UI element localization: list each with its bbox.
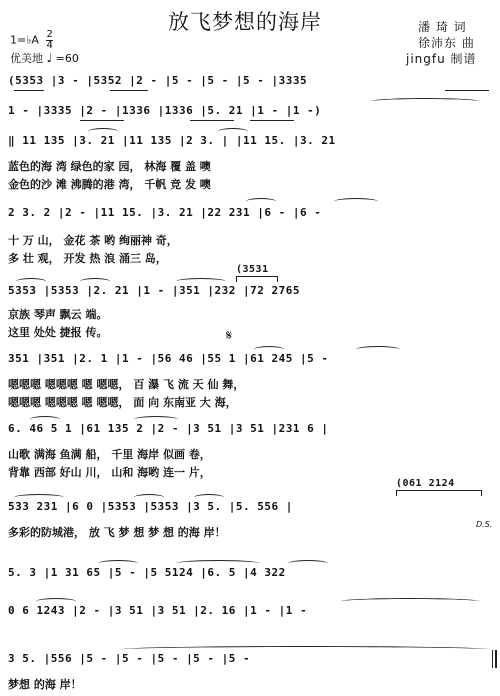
slur-arc xyxy=(218,128,248,135)
final-barline xyxy=(495,650,497,668)
ds-marking: D.S. xyxy=(476,520,493,529)
score-line-11: 3 5. |556 |5 - |5 - |5 - |5 - |5 - xyxy=(8,652,251,665)
time-sig-top: 2 xyxy=(46,29,53,40)
tie-arc xyxy=(370,98,480,105)
score-line-6: 351 |351 |2. 1 |1 - |56 46 |55 1 |61 245 |5 - xyxy=(8,352,329,365)
key-label: 1=♭A xyxy=(10,33,39,47)
lyric-line: 梦想 的海 岸！ xyxy=(8,678,82,691)
quarter-note-icon: ♩ xyxy=(46,51,53,65)
lyric-verse-1: 蓝色的海 湾 绿色的家 园， 林海 覆 盖 噢 xyxy=(8,160,211,173)
slur-arc xyxy=(98,560,138,567)
slur-arc xyxy=(134,416,178,423)
slur-arc xyxy=(134,494,164,501)
lyric-verse-2: 背靠 西部 好山 川， 山和 海哟 连一 片， xyxy=(8,466,211,479)
slur-arc xyxy=(88,128,118,135)
tie-arc xyxy=(340,598,480,605)
beam-line xyxy=(250,120,294,121)
lyric-verse-1: 十 万 山， 金花 茶 哟 绚丽神 奇， xyxy=(8,234,178,247)
composer-credit: 徐沛东 曲 xyxy=(418,36,475,50)
beam-line xyxy=(14,90,44,91)
beam-line xyxy=(110,90,148,91)
slur-arc xyxy=(356,346,400,353)
beam-line xyxy=(80,120,124,121)
tempo-marking xyxy=(10,50,79,66)
slur-arc xyxy=(14,494,64,501)
beam-line xyxy=(190,120,234,121)
bracket xyxy=(396,490,482,496)
slur-arc xyxy=(80,278,110,285)
slur-arc xyxy=(254,346,284,353)
lyric-verse-2: 这里 处处 捷报 传。 xyxy=(8,326,108,339)
bracket xyxy=(236,276,278,282)
score-line-9: 5. 3 |1 31 65 |5 - |5 5124 |6. 5 |4 322 xyxy=(8,566,286,579)
slur-arc xyxy=(194,494,224,501)
lyric-verse-2: 多 壮 观， 开发 热 浪 涌三 岛， xyxy=(8,252,167,265)
beam-line xyxy=(445,90,489,91)
slur-arc xyxy=(30,416,60,423)
score-line-1: (5353 |3 - |5352 |2 - |5 - |5 - |5 - |3335 xyxy=(8,74,308,87)
segno-icon: 𝄋 xyxy=(226,328,233,344)
tie-arc xyxy=(176,560,260,567)
key-signature xyxy=(10,30,53,51)
lyric-verse-1: 山歌 满海 鱼满 船， 千里 海岸 似画 卷， xyxy=(8,448,211,461)
slur-arc xyxy=(334,198,378,205)
slur-arc xyxy=(36,598,76,605)
score-line-2: 1 - |3335 |2 - |1336 |1336 |5. 21 |1 - |1 -) xyxy=(8,104,322,117)
lyric-verse-1: 嗯嗯嗯 嗯嗯嗯 嗯 嗯嗯， 百 瀑 飞 流 天 仙 舞， xyxy=(8,378,245,391)
score-line-10: 0 6 1243 |2 - |3 51 |3 51 |2. 16 |1 - |1 - xyxy=(8,604,308,617)
arranger-credit: jingfu 制谱 xyxy=(406,52,477,66)
lyric-verse-2: 嗯嗯嗯 嗯嗯嗯 嗯 嗯嗯， 面 向 东南亚 大 海， xyxy=(8,396,237,409)
score-line-5: 5353 |5353 |2. 21 |1 - |351 |232 |72 2765 xyxy=(8,284,301,297)
slur-arc xyxy=(288,560,328,567)
final-barline xyxy=(492,650,493,668)
score-line-7: 6. 46 5 1 |61 135 2 |2 - |3 51 |3 51 |231 6 | xyxy=(8,422,329,435)
slur-arc xyxy=(246,198,276,205)
lyricist-credit: 潘 琦 词 xyxy=(418,20,467,34)
tie-arc xyxy=(176,278,226,285)
score-line-3: ‖ 11 135 |3. 21 |11 135 |2 3. | |11 15. |3. 21 xyxy=(8,134,336,147)
lyric-verse-2: 金色的沙 滩 沸腾的港 湾， 千帆 竞 发 噢 xyxy=(8,178,211,191)
lyric-verse-1: 京族 琴声 飘云 端。 xyxy=(8,308,108,321)
score-line-4: 2 3. 2 |2 - |11 15. |3. 21 |22 231 |6 - |6 - xyxy=(8,206,322,219)
song-title: 放飞梦想的海岸 xyxy=(168,10,322,34)
time-signature xyxy=(46,30,52,51)
score-line-8: 533 231 |6 0 |5353 |5353 |3 5. |5. 556 | xyxy=(8,500,293,513)
time-sig-bottom: 4 xyxy=(46,40,53,51)
tempo-value: =60 xyxy=(55,52,79,65)
tempo-style: 优美地 xyxy=(10,52,43,65)
tie-arc xyxy=(120,646,490,653)
lyric-line: 多彩的防城港， 放 飞 梦 想 梦 想 的海 岸！ xyxy=(8,526,226,539)
score-line-8-brace: (061 2124 xyxy=(396,478,455,489)
slur-arc xyxy=(16,278,46,285)
score-line-5-brace: (3531 xyxy=(236,264,269,275)
